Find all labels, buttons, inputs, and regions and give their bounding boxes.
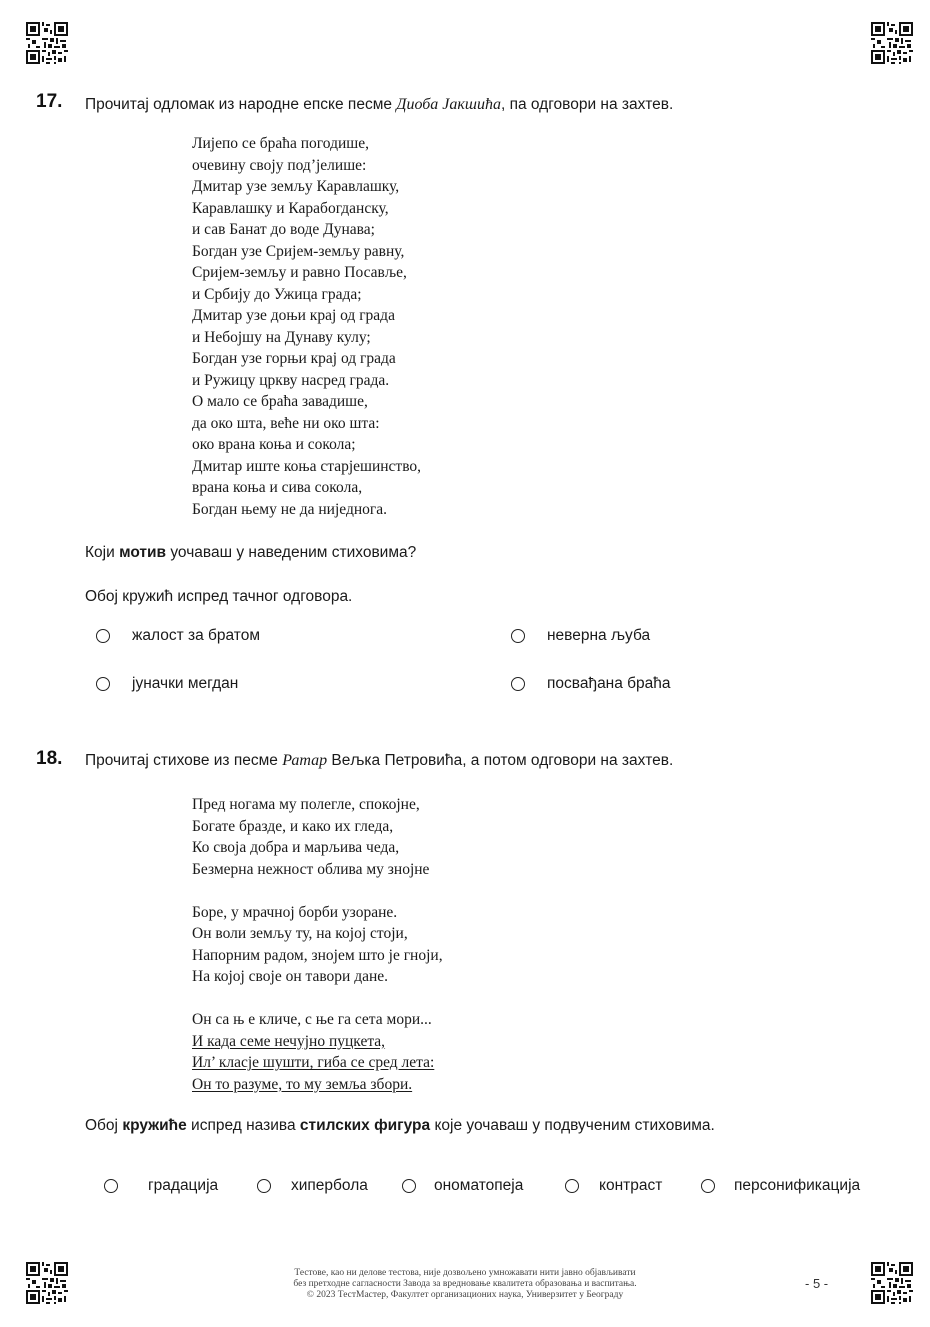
poem-line: око врана коња и сокола; — [192, 436, 356, 453]
instruction-keyword: кружиће — [122, 1117, 187, 1134]
page-number: - 5 - — [805, 1276, 829, 1291]
poem-line: О мало се браћа завадише, — [192, 393, 368, 410]
poem-title: Диоба Јакшића — [396, 96, 501, 113]
qr-code-icon — [871, 1262, 913, 1304]
radio-circle-icon[interactable] — [96, 677, 110, 691]
option-18-e[interactable] — [701, 1177, 860, 1195]
radio-circle-icon[interactable] — [511, 677, 525, 691]
question-17-instruction: Обој кружић испред тачног одговора. — [85, 588, 353, 605]
qr-code-icon — [26, 22, 68, 64]
poem-line: Дмитар узе земљу Каравлашку, — [192, 178, 400, 195]
question-text: уочаваш у наведеним стиховима? — [166, 544, 417, 561]
option-17-b[interactable] — [511, 627, 650, 645]
footer-line: без претходне сагласности Завода за вредновање квалитета образовања и васпитања. — [293, 1279, 637, 1289]
poem-line: Каравлашку и Карабогданску, — [192, 199, 389, 217]
question-17-prompt — [85, 96, 673, 114]
poem-line: Напорним радом, знојем што је гноји, — [192, 946, 443, 964]
radio-circle-icon[interactable] — [257, 1179, 271, 1193]
radio-circle-icon[interactable] — [565, 1179, 579, 1193]
poem-line: и сав Банат до воде Дунава; — [192, 221, 375, 238]
underlined-poem-line: Ил’ класје шушти, гиба се сред лета: — [192, 1054, 435, 1071]
poem-line: Дмитар узе доњи крај од града — [192, 307, 395, 324]
poem-line: да око шта, веће ни око шта: — [192, 414, 380, 432]
radio-circle-icon[interactable] — [96, 629, 110, 643]
underlined-poem-line: Он то разуме, то му земља збори. — [192, 1075, 413, 1093]
poem-line: Безмерна нежност облива му знојне — [192, 860, 430, 878]
poem-line: Богдан њему не да ниједнога. — [192, 500, 387, 518]
qr-code-icon — [871, 22, 913, 64]
footer-copyright — [250, 1268, 680, 1301]
option-label: ономатопеја — [434, 1177, 524, 1194]
option-label: хипербола — [291, 1177, 368, 1194]
poem-line: На којој своје он тавори дане. — [192, 968, 389, 985]
poem-line: Богдан узе горњи крај од града — [192, 350, 396, 367]
option-label: градација — [148, 1177, 219, 1194]
option-18-a[interactable] — [104, 1177, 218, 1195]
option-label: контраст — [599, 1177, 663, 1194]
poem-line: и Небојшу на Дунаву кулу; — [192, 328, 371, 346]
poem-line: Боре, у мрачној борби узоране. — [192, 903, 398, 921]
poem-line: очевину своју под’јелише: — [192, 156, 367, 174]
radio-circle-icon[interactable] — [104, 1179, 118, 1193]
poem-excerpt-18 — [192, 794, 443, 1095]
instruction-keyword: стилских фигура — [299, 1117, 431, 1134]
prompt-text: Прочитај одломак из народне епске песме — [85, 96, 397, 113]
instruction-text: испред назива — [186, 1117, 300, 1134]
poem-title: Ратар — [282, 752, 328, 769]
option-label: јуначки мегдан — [132, 675, 239, 692]
option-17-a[interactable] — [96, 627, 260, 645]
radio-circle-icon[interactable] — [511, 629, 525, 643]
prompt-text: , па одговори на захтев. — [500, 96, 674, 113]
option-label: неверна љуба — [547, 627, 651, 644]
poem-line: Лијепо се браћа погодише, — [192, 135, 369, 152]
poem-line: и Ружицу цркву насред града. — [192, 371, 390, 389]
option-label: посвађана браћа — [547, 675, 671, 692]
poem-line: Дмитар иште коња старјешинство, — [192, 457, 422, 475]
poem-line: и Србију до Ужица града; — [192, 285, 362, 303]
prompt-text: Прочитај стихове из песме — [85, 752, 283, 769]
option-18-b[interactable] — [257, 1177, 368, 1195]
instruction-text: које уочаваш у подвученим стиховима. — [430, 1117, 715, 1134]
option-17-d[interactable] — [511, 675, 671, 693]
poem-excerpt-17 — [192, 133, 421, 520]
option-label: жалост за братом — [132, 627, 260, 644]
instruction-text: Обој — [85, 1117, 123, 1134]
footer-line: © 2023 ТестМастер, Факултет организационих наука, Универзитет у Београду — [306, 1290, 624, 1300]
poem-line: врана коња и сива сокола, — [192, 479, 363, 496]
poem-line: Сријем-земљу и равно Посавље, — [192, 264, 407, 281]
poem-line: Ко своја добра и марљива чеда, — [192, 839, 400, 856]
option-17-c[interactable] — [96, 675, 238, 693]
poem-line: Богдан узе Сријем-земљу равну, — [192, 242, 405, 260]
question-number-17: 17. — [36, 91, 63, 112]
prompt-text: Вељка Петровића, а потом одговори на захтев. — [327, 752, 674, 769]
option-18-d[interactable] — [565, 1177, 662, 1195]
question-number-18: 18. — [36, 748, 63, 769]
question-text: Који — [85, 544, 120, 561]
poem-line: Он воли земљу ту, на којој стоји, — [192, 925, 408, 942]
poem-line: Он са њ е кличе, с ње га сета мори... — [192, 1011, 432, 1028]
option-18-c[interactable] — [402, 1177, 523, 1195]
question-keyword: мотив — [119, 544, 167, 561]
footer-line: Тестове, као ни делове тестова, није дозвољено умножавати нити јавно објављивати — [294, 1268, 636, 1278]
poem-line: Пред ногама му полегле, спокојне, — [192, 796, 420, 813]
option-label: персонификација — [734, 1177, 861, 1194]
question-18-prompt — [85, 752, 673, 770]
qr-code-icon — [26, 1262, 68, 1304]
poem-line: Богате бразде, и како их гледа, — [192, 817, 394, 835]
radio-circle-icon[interactable] — [402, 1179, 416, 1193]
question-18-instruction — [85, 1117, 715, 1135]
underlined-poem-line: И када семе нечујно пуцкета, — [192, 1032, 386, 1050]
radio-circle-icon[interactable] — [701, 1179, 715, 1193]
question-17-question — [85, 544, 416, 562]
